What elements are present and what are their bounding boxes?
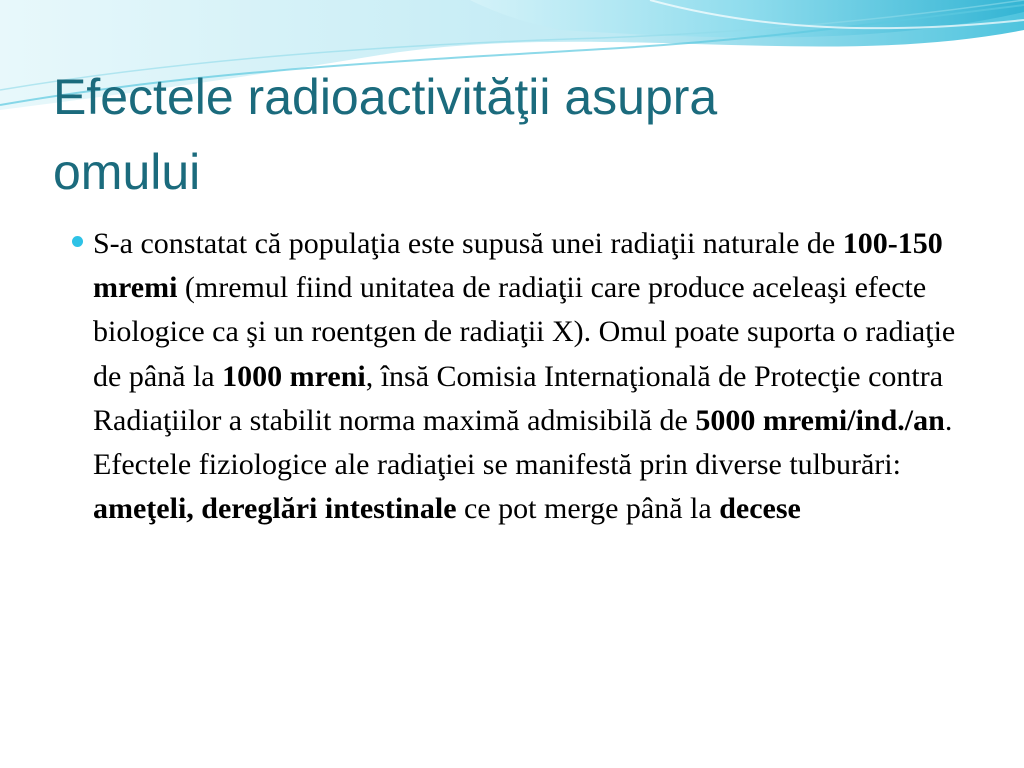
text-segment: S-a constatat că populaţia este supusă unei radiaţii naturale de [93,227,843,260]
text-segment: ce pot merge până la [456,492,720,526]
bullet-paragraph [93,222,963,531]
bullet-item [72,222,972,531]
emphasis-symptoms: ameţeli, dereglări intestinale [93,492,457,526]
emphasis-dose-natural: 100-150 mremi [93,227,943,305]
emphasis-dose-admissible: 5000 mremi/ind./an [695,403,945,437]
text-segment: (mremul fiind unitatea de radiaţii care produce aceleaşi efecte biologice ca şi un roentgen de radiaţii X). Omul poate suporta o radiaţie de până la [93,271,956,393]
bullet-dot-icon [72,236,83,247]
slide-content [72,222,972,531]
text-segment: . Efectele fiziologice ale radiaţiei se manifestă prin diverse tulburări: [93,403,953,482]
slide-title-line2: omului [53,144,201,200]
text-segment: , însă Comisia Internaţională de Protecţie contra Radiaţiilor a stabilit norma maximă admisibilă de [93,359,944,437]
emphasis-deaths: decese [719,492,801,526]
emphasis-dose-max-human: 1000 mreni [222,359,366,393]
slide-title [53,60,953,210]
slide-title-line1: Efectele radioactivităţii asupra [53,69,718,125]
